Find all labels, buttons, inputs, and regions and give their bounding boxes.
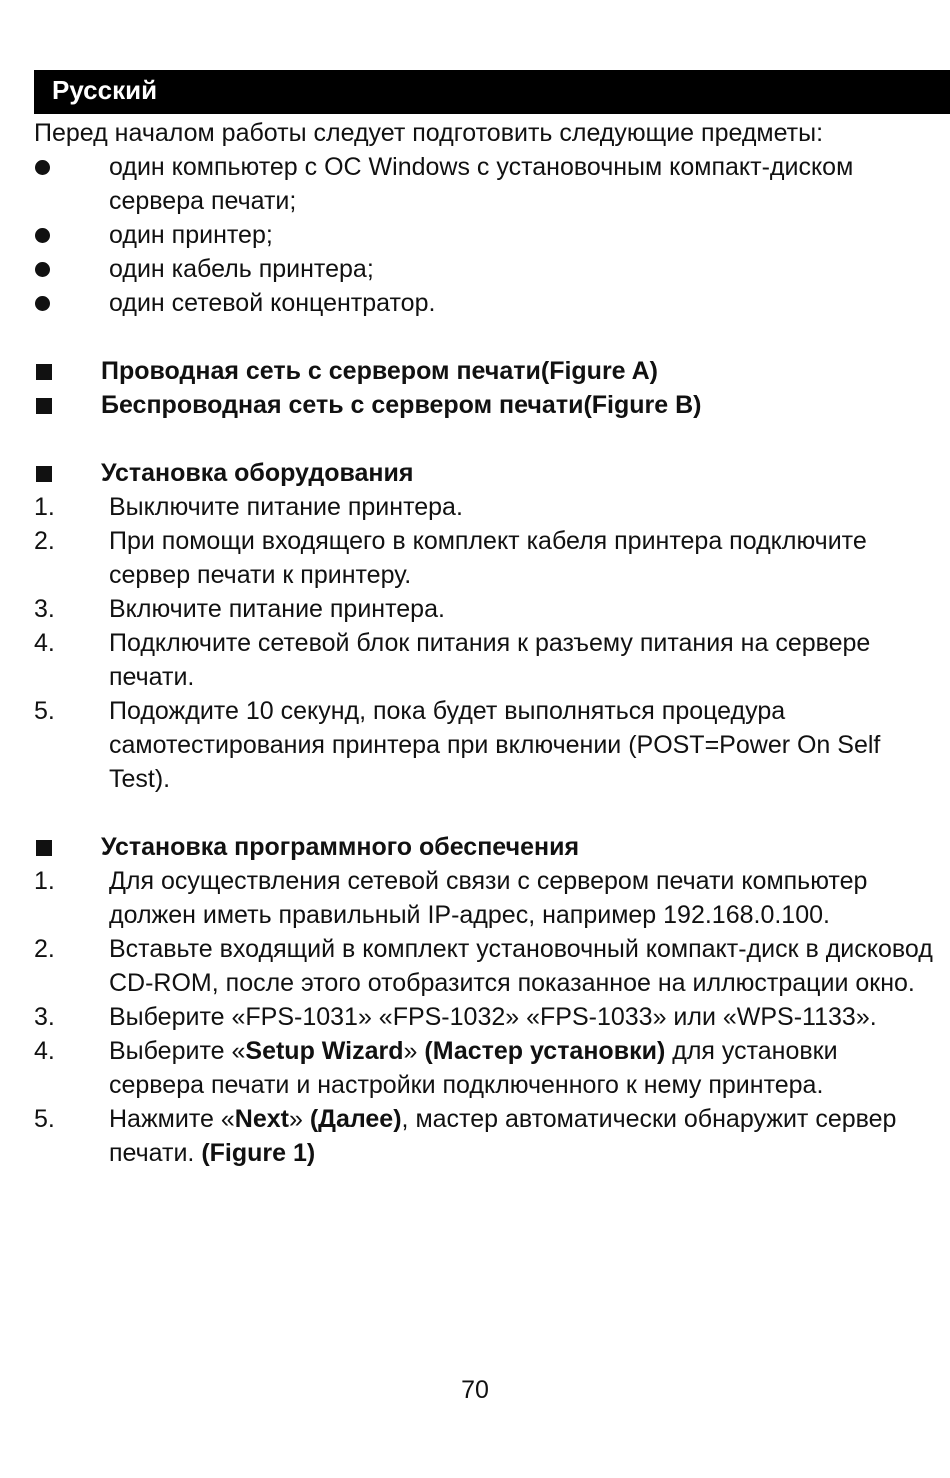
step-number: 2. xyxy=(34,527,55,555)
step-text: Нажмите «Next» (Далее), мастер автоматически обнаружит сервер печати. (Figure 1) xyxy=(109,1105,897,1167)
bullet-dot-icon xyxy=(35,262,50,277)
hardware-step xyxy=(34,490,934,524)
step-number: 3. xyxy=(34,1003,55,1031)
requirement-text: один принтер; xyxy=(109,221,273,249)
square-bullet-icon xyxy=(36,466,52,482)
requirement-item xyxy=(34,218,934,252)
hardware-step xyxy=(34,626,934,694)
intro-paragraph: Перед началом работы следует подготовить следующие предметы: xyxy=(34,119,824,147)
step-text: Для осуществления сетевой связи с сервером печати компьютер должен иметь правильный IP-адрес, например 192.168.0.100. xyxy=(109,867,868,929)
square-bullet-icon xyxy=(36,398,52,414)
step-text: Вставьте входящий в комплект установочный компакт-диск в дисковод CD-ROM, после этого отобразится показанное на иллюстрации окно. xyxy=(109,935,933,997)
step-text: Подключите сетевой блок питания к разъему питания на сервере печати. xyxy=(109,629,871,691)
network-heading: Беспроводная сеть с сервером печати(Figure B) xyxy=(34,388,934,422)
step-text: При помощи входящего в комплект кабеля принтера подключите сервер печати к принтеру. xyxy=(109,527,867,589)
step-number: 4. xyxy=(34,1037,55,1065)
step-number: 3. xyxy=(34,595,55,623)
language-title: Русский xyxy=(52,75,158,105)
software-step xyxy=(34,864,934,932)
step-text: Выключите питание принтера. xyxy=(109,493,463,521)
hardware-heading: Установка оборудования xyxy=(34,456,934,490)
requirement-text: один компьютер с ОС Windows с установочным компакт-диском сервера печати; xyxy=(109,153,854,215)
step-text: Выберите «Setup Wizard» (Мастер установки) для установки сервера печати и настройки подключенного к нему принтера. xyxy=(109,1037,838,1099)
hardware-step xyxy=(34,524,934,592)
step-text: Подождите 10 секунд, пока будет выполняться процедура самотестирования принтера при включении (POST=Power On Self Test). xyxy=(109,697,881,793)
step-number: 5. xyxy=(34,697,55,725)
page-number: 70 xyxy=(461,1376,489,1404)
step-text: Выберите «FPS-1031» «FPS-1032» «FPS-1033» или «WPS-1133». xyxy=(109,1003,877,1031)
requirement-text: один сетевой концентратор. xyxy=(109,289,436,317)
bullet-dot-icon xyxy=(35,228,50,243)
step-number: 1. xyxy=(34,493,55,521)
bullet-dot-icon xyxy=(35,160,50,175)
square-bullet-icon xyxy=(36,840,52,856)
requirement-text: один кабель принтера; xyxy=(109,255,374,283)
document-body xyxy=(34,116,934,1170)
software-step xyxy=(34,1034,934,1102)
step-number: 1. xyxy=(34,867,55,895)
hardware-step xyxy=(34,694,934,796)
requirement-item xyxy=(34,150,934,218)
requirement-item xyxy=(34,286,934,320)
software-heading: Установка программного обеспечения xyxy=(34,830,934,864)
step-text: Включите питание принтера. xyxy=(109,595,445,623)
software-step xyxy=(34,1000,934,1034)
step-number: 2. xyxy=(34,935,55,963)
step-number: 4. xyxy=(34,629,55,657)
hardware-step xyxy=(34,592,934,626)
square-bullet-icon xyxy=(36,364,52,380)
software-step xyxy=(34,1102,934,1170)
bullet-dot-icon xyxy=(35,296,50,311)
requirement-item xyxy=(34,252,934,286)
step-number: 5. xyxy=(34,1105,55,1133)
network-heading: Проводная сеть с сервером печати(Figure A) xyxy=(34,354,934,388)
language-header-bar xyxy=(34,70,950,114)
software-step xyxy=(34,932,934,1000)
